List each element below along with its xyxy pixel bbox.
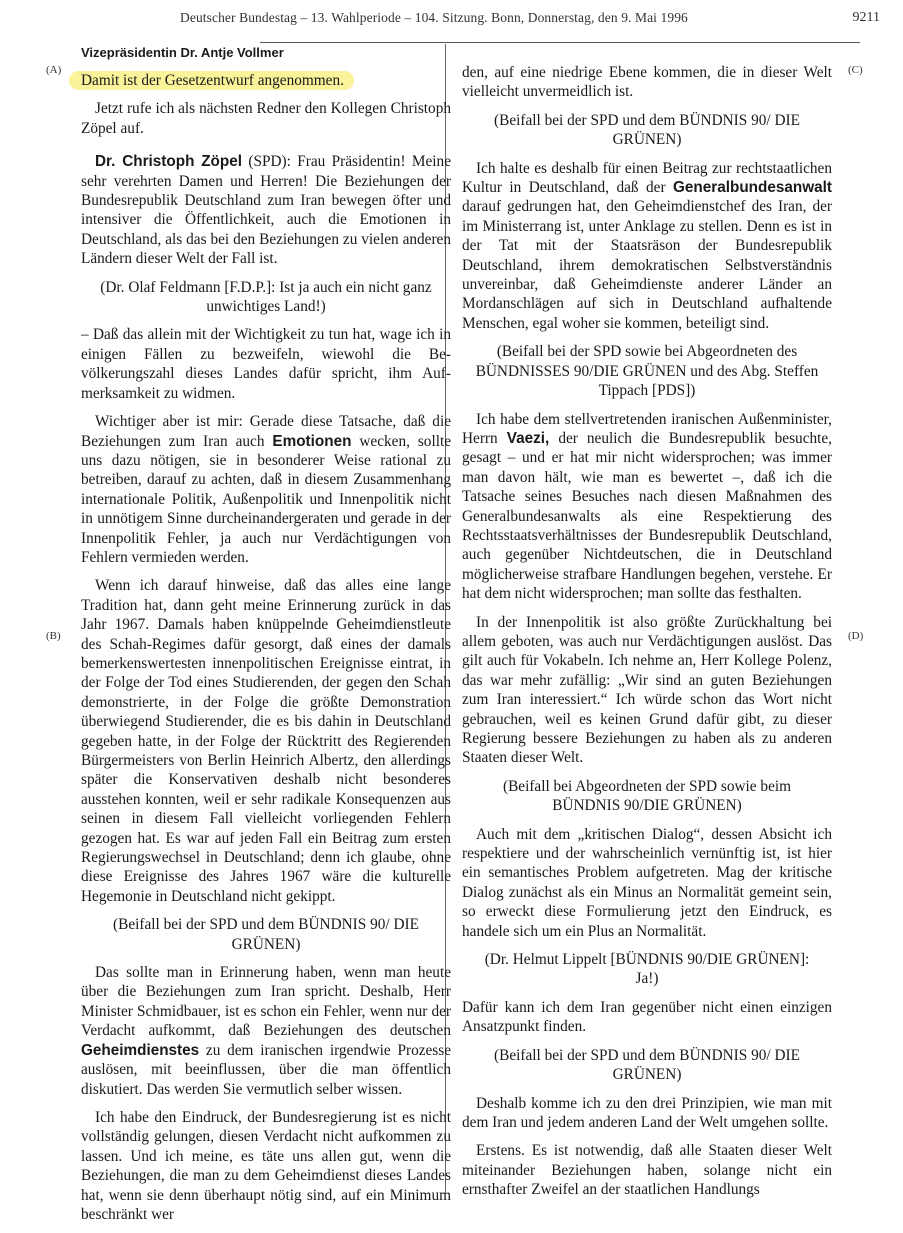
text-span: darauf gedrungen hat, den Geheimdienstchef des Iran, der im Ministerrang ist, unter Anklage zu stellen. Denn es ist in der Tat mit der Staatsräson der Bundesrepublik Deutschland, ihrem demokratischen Selbstverständnis unvereinbar, daß Geheimdienste anderer Länder an Mordanschlägen auf sich in Deutschland aufhaltende Menschen, egal woher sie kommen, beteiligt sind. [462, 198, 832, 332]
paragraph: Ich habe den Eindruck, der Bundesregierung ist es nicht vollständig gelungen, diesen Verdacht nicht aufkommen zu lassen. Und ich meine, es täte uns allen gut, wenn die Beziehungen, die man zu dem Geheimdienst dieses Landes hat, wenn sie denn überhaupt nötig sind, auf ein Minimum beschränkt wer [81, 1108, 451, 1223]
page-number: 9211 [852, 10, 880, 25]
margin-mark-b: (B) [46, 630, 61, 642]
header-title: Deutscher Bundestag – 13. Wahlperiode – 104. Sitzung. Bonn, Donnerstag, den 9. Mai 1996 [180, 10, 688, 25]
applause: (Beifall bei der SPD und dem BÜNDNIS 90/ DIE GRÜNEN) [113, 916, 419, 953]
keyword: Vaezi, [506, 429, 550, 447]
applause: (Beifall bei der SPD sowie bei Abgeordneten des BÜNDNISSES 90/DIE GRÜNEN und des Abg. Steffen Tippach [PDS]) [475, 343, 819, 400]
text-span: Ich habe dem stellvertretenden iranischen Außenminister, Herrn [462, 410, 832, 447]
text-span: Das sollte man in Erinnerung haben, wenn man heute über die Beziehungen zum Iran spricht. Deshalb, Herr Minister Schmidbauer, ist es schon ein Fehler, wenn nur der Verdacht aufkommt, daß Beziehungen des deutschen [81, 964, 451, 1040]
presider-label: Vizepräsidentin Dr. Antje Vollmer [81, 45, 284, 60]
text-span: wecken, sollte uns dazu nötigen, sie in besonderer Weise rational zu betreiben, darauf zu achten, daß in diesem Zusammenhang internationale Politik, Außenpolitik und Innenpolitik nicht in unnötigem Sinne durcheinandergeraten und gerade in der Innenpolitik Fehler, ja auch nur Verdächtigungen von Fehlern vermieden werden. [81, 432, 451, 566]
paragraph: – Daß das allein mit der Wichtigkeit zu tun hat, wage ich in einigen Fällen zu bezweifeln, wiewohl die Bevölkerungszahl dieses Landes dafür spricht, ihm Aufmerksamkeit zu widmen. [81, 326, 451, 402]
paragraph [81, 963, 451, 1099]
paragraph [462, 410, 832, 604]
paragraph: den, auf eine niedrige Ebene kommen, die in dieser Welt vielleicht unvermeidlich ist. [462, 64, 832, 101]
paragraph [462, 159, 832, 334]
paragraph: Auch mit dem „kritischen Dialog“, dessen Absicht ich respektiere und der wahrscheinlich vernünftig ist, ist hier ein semantisches Problem aufgetreten. Mag der kritische Dialog zunächst als ein Minus an Normalität gemeint sein, so erweckt diese Formulierung jetzt den Eindruck, es handele sich um ein Plus an Normalität. [462, 825, 832, 940]
paragraph: In der Innenpolitik ist also größte Zurückhaltung bei allem geboten, was auch nur Verdächtigungen auslöst. Das gilt auch für Vokabeln. Ich nehme an, Herr Kollege Polenz, das war mehr zufällig: „Wir sind an guten Beziehungen zum Iran interessiert.“ Ich würde schon das Wort nicht gebrauchen, weil es keinen Grund dafür gibt, zu dieser Regierung bessere Beziehungen zu haben als zu anderen Staaten dieser Welt. [462, 613, 832, 767]
speech-opening [81, 152, 451, 268]
margin-mark-c: (C) [848, 64, 863, 76]
paragraph: Deshalb komme ich zu den drei Prinzipien, wie man mit dem Iran und jedem anderen Land der Welt umgehen sollte. [462, 1094, 832, 1131]
highlight-marker: Damit ist der Gesetzentwurf angenommen. [69, 71, 354, 90]
right-column [462, 63, 832, 1209]
keyword: Generalbundesanwalt [673, 179, 832, 197]
text-span: der neulich die Bundesrepublik besuchte, gesagt – und er hat mir nicht widersprochen; was immer man davon hält, wie man es bewertet –, daß ich die Tatsache seines Besuches nach diesen Maßnahmen des Generalbundesanwalts als eine Respektierung des Rechtsstaatsverhältnisses der Bundesrepublik Deutschland, auch gegenüber Nichtdeutschen, die in Deutschland möglicherweise strafbare Handlungen begehen, verstehe. Er hat dem nicht widersprochen; man sollte das festhalten. [462, 429, 832, 603]
text-span: Ich halte es deshalb für einen Beitrag zur rechtstaatlichen Kultur in Deutschland, daß der [462, 159, 832, 197]
paragraph: Wenn ich darauf hinweise, daß das alles eine lange Tradition hat, dann geht meine Erinnerung zurück in das Jahr 1967. Damals haben knüppelnde Geheimdienstleute des Schah-Regimes dafür gesorgt, daß eines der damals bemerkenswertesten innenpolitischen Ereignisse eintrat, in der Folge der Tod eines Studierenden, der gegen den Schah demonstrierte, in der Folge die größte Demonstration überwiegend Studierender, die es bis dahin in Deutschland gegeben hatte, in der Folge der Rücktritt des Regierenden Bürgermeisters von Berlin Heinrich Albertz, den allerdings später die Konservativen deshalb nicht besonderes ausstehen konnten, weil er sehr radikale Konsequenzen aus seinen in diesem Fall vielleicht vorliegenden Fehlern gezogen hat. Es war auf jeden Fall ein Beitrag zum ersten Regierungswechsel in Deutschland; denn ich glaube, ohne diese Ereignisse des Jahres 1967 wäre die kulturelle Hegemonie in Deutschland nicht gekippt. [81, 577, 451, 905]
applause: (Beifall bei der SPD und dem BÜNDNIS 90/ DIE GRÜNEN) [494, 1046, 800, 1084]
adopted-statement [81, 71, 451, 90]
speech-opening-text: (SPD): Frau Präsidentin! Meine sehr verehrten Damen und Herren! Die Beziehungen der Bundesrepublik Deutschland zum Iran bewegen öfter und intensiver die Öffentlichkeit, auch die Emotionen in Deutschland, als das bei den Beziehungen zu vielen anderen Ländern dieser Welt der Fall ist. [81, 153, 451, 268]
paragraph: Erstens. Es ist notwendig, daß alle Staaten dieser Welt miteinander Beziehungen haben, solange nicht ein ernsthafter Zweifel an der staatlichen Handlungs [462, 1142, 832, 1199]
keyword: Emotionen [272, 432, 352, 450]
interjection: (Dr. Helmut Lippelt [BÜNDNIS 90/DIE GRÜNEN]: Ja!) [484, 951, 810, 988]
text-span: zu dem iranischen irgendwie Prozesse auslösen, mit beeinflussen, über die man öffentlich diskutiert. Das werden Sie vermutlich selber wissen. [81, 1041, 451, 1098]
applause: (Beifall bei Abgeordneten der SPD sowie beim BÜNDNIS 90/DIE GRÜNEN) [502, 777, 792, 815]
margin-mark-d: (D) [848, 630, 864, 642]
applause: (Beifall bei der SPD und dem BÜNDNIS 90/ DIE GRÜNEN) [494, 111, 800, 149]
interjection: (Dr. Olaf Feldmann [F.D.P.]: Ist ja auch ein nicht ganz unwichtiges Land!) [100, 278, 432, 316]
speaker-name: Dr. Christoph Zöpel [95, 153, 242, 171]
paragraph: Dafür kann ich dem Iran gegenüber nicht einen einzigen Ansatzpunkt finden. [462, 998, 832, 1036]
margin-mark-a: (A) [46, 64, 62, 76]
text-span: Wichtiger aber ist mir: Gerade diese Tatsache, daß die Beziehungen zum Iran auch [81, 413, 451, 450]
paragraph [81, 412, 451, 567]
header-rule [260, 42, 860, 43]
keyword: Geheimdienstes [81, 1041, 200, 1059]
left-column [81, 44, 451, 1233]
next-speaker-text: Jetzt rufe ich als nächsten Redner den Kollegen Christoph Zöpel auf. [81, 100, 451, 137]
